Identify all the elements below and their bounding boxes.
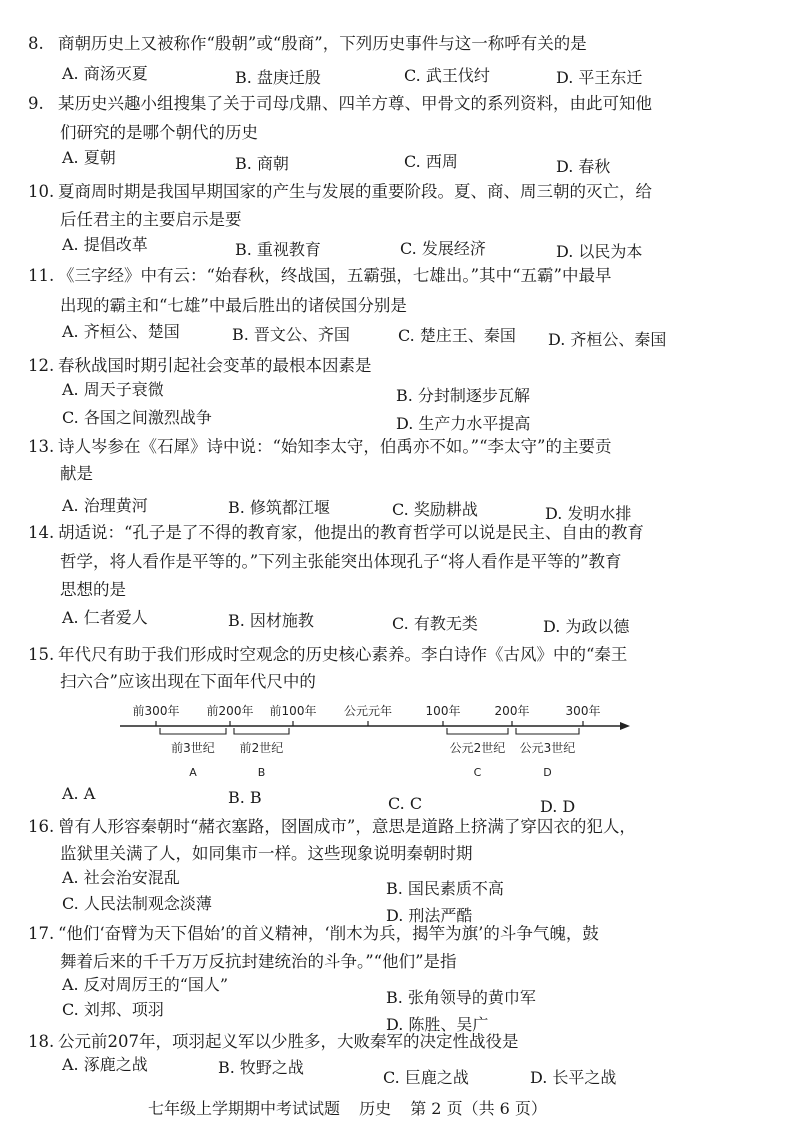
timeline-ruler xyxy=(110,694,640,794)
option-d[interactable]: D. 平王东迁 xyxy=(556,68,643,87)
option-d[interactable]: D. 陈胜、吴广 xyxy=(386,1015,489,1034)
option-b[interactable]: B. 国民素质不高 xyxy=(386,879,504,898)
question-text-continued: 献是 xyxy=(60,464,93,483)
question-text: 公元前207年，项羽起义军以少胜多，大败秦军的决定性战役是 xyxy=(58,1032,519,1051)
question-text: 年代尺有助于我们形成时空观念的历史核心素养。李白诗作《古风》中的“秦王 xyxy=(58,645,628,664)
page-footer xyxy=(148,1096,561,1119)
question-11: 11. 《三字经》中有云：“始春秋，终战国，五霸强，七雄出。”其中“五霸”中最早 xyxy=(28,266,612,285)
option-b[interactable]: B. 分封制逐步瓦解 xyxy=(396,386,530,405)
option-d[interactable]: D. 刑法严酷 xyxy=(386,906,473,925)
question-text: 春秋战国时期引起社会变革的最根本因素是 xyxy=(58,356,372,375)
option-d[interactable]: D. 生产力水平提高 xyxy=(396,414,531,433)
question-text-continued: 思想的是 xyxy=(60,580,126,599)
option-b[interactable]: B. 因材施教 xyxy=(228,611,314,630)
question-14: 14. 胡适说：“孔子是了不得的教育家，他提出的教育哲学可以说是民主、自由的教育 xyxy=(28,523,644,542)
question-text-continued: 出现的霸主和“七雄”中最后胜出的诸侯国分别是 xyxy=(60,296,407,315)
question-text: 商朝历史上又被称作“殷朝”或“殷商”，下列历史事件与这一称呼有关的是 xyxy=(58,34,587,53)
option-b[interactable]: B. 重视教育 xyxy=(235,240,321,259)
option-a[interactable]: A. 仁者爱人 xyxy=(62,608,148,627)
timeline-tick-label: 前100年 xyxy=(269,704,317,718)
question-text-continued: 监狱里关满了人，如同集市一样。这些现象说明秦朝时期 xyxy=(60,844,473,863)
option-d[interactable]: D. 发明水排 xyxy=(545,504,632,523)
exam-title: 七年级上学期期中考试试题 xyxy=(148,1099,341,1118)
option-a[interactable]: A. 夏朝 xyxy=(62,148,116,167)
question-text-continued: 后任君主的主要启示是要 xyxy=(60,210,242,229)
option-c[interactable]: C. 发展经济 xyxy=(400,239,486,258)
option-a[interactable]: A. 社会治安混乱 xyxy=(62,868,180,887)
question-text: 某历史兴趣小组搜集了关于司母戊鼎、四羊方尊、甲骨文的系列资料，由此可知他 xyxy=(58,94,652,113)
timeline-tick-label: 前300年 xyxy=(132,704,180,718)
question-text: “他们‘奋臂为天下倡始’的首义精神，‘削木为兵，揭竿为旗’的斗争气魄，鼓 xyxy=(58,924,599,943)
option-c[interactable]: C. C xyxy=(388,794,423,813)
option-b[interactable]: B. 商朝 xyxy=(235,154,289,173)
option-a[interactable]: A. 治理黄河 xyxy=(62,496,148,515)
question-13: 13. 诗人岑参在《石犀》诗中说：“始知李太守，伯禹亦不如。”“李太守”的主要贡 xyxy=(28,437,612,456)
option-b[interactable]: B. 晋文公、齐国 xyxy=(232,325,350,344)
question-text-continued: 舞着后来的千千万万反抗封建统治的斗争。”“他们”是指 xyxy=(60,952,457,971)
option-a[interactable]: A. 提倡改革 xyxy=(62,235,148,254)
subject-label: 历史 xyxy=(359,1099,392,1118)
timeline-tick-label: 前200年 xyxy=(206,704,254,718)
option-c[interactable]: C. 楚庄王、秦国 xyxy=(398,326,516,345)
option-b[interactable]: B. 修筑都江堰 xyxy=(228,498,330,517)
timeline-segment-letter: D xyxy=(543,766,552,779)
question-17: 17. “他们‘奋臂为天下倡始’的首义精神，‘削木为兵，揭竿为旗’的斗争气魄，鼓 xyxy=(28,924,599,943)
option-d[interactable]: D. D xyxy=(540,797,576,816)
option-c[interactable]: C. 西周 xyxy=(404,152,458,171)
question-text-continued: 们研究的是哪个朝代的历史 xyxy=(60,123,258,142)
timeline-segment-label: 前3世纪 xyxy=(171,741,215,755)
question-text: 夏商周时期是我国早期国家的产生与发展的重要阶段。夏、商、周三朝的灭亡，给 xyxy=(58,182,652,201)
timeline-tick-label: 公元元年 xyxy=(343,704,393,718)
question-text: 诗人岑参在《石犀》诗中说：“始知李太守，伯禹亦不如。”“李太守”的主要贡 xyxy=(58,437,612,456)
question-text: 曾有人形容秦朝时“赭衣塞路，囹圄成市”，意思是道路上挤满了穿囚衣的犯人， xyxy=(58,817,636,836)
question-16: 16. 曾有人形容秦朝时“赭衣塞路，囹圄成市”，意思是道路上挤满了穿囚衣的犯人， xyxy=(28,817,636,836)
option-a[interactable]: A. 涿鹿之战 xyxy=(62,1055,148,1074)
option-a[interactable]: A. 周天子衰微 xyxy=(62,380,164,399)
question-text-continued: 哲学，将人看作是平等的。”下列主张能突出体现孔子“将人看作是平等的”教育 xyxy=(60,552,622,571)
timeline-segment-bracket xyxy=(160,728,226,734)
timeline-segment-label: 公元3世纪 xyxy=(519,741,576,755)
timeline-segment-bracket xyxy=(447,728,508,734)
option-d[interactable]: D. 春秋 xyxy=(556,157,611,176)
timeline-tick-label: 100年 xyxy=(425,704,461,718)
option-b[interactable]: B. B xyxy=(228,788,262,807)
option-d[interactable]: D. 为政以德 xyxy=(543,617,630,636)
option-b[interactable]: B. 盘庚迁殷 xyxy=(235,68,321,87)
timeline-segment-letter: B xyxy=(257,766,266,779)
option-b[interactable]: B. 张角领导的黄巾军 xyxy=(386,988,536,1007)
option-b[interactable]: B. 牧野之战 xyxy=(218,1058,304,1077)
question-10: 10. 夏商周时期是我国早期国家的产生与发展的重要阶段。夏、商、周三朝的灭亡，给 xyxy=(28,182,652,201)
option-d[interactable]: D. 长平之战 xyxy=(530,1068,617,1087)
question-9: 9. 某历史兴趣小组搜集了关于司母戊鼎、四羊方尊、甲骨文的系列资料，由此可知他 xyxy=(28,94,652,113)
option-c[interactable]: C. 巨鹿之战 xyxy=(383,1068,469,1087)
timeline-segment-bracket xyxy=(234,728,289,734)
timeline-tick-label: 300年 xyxy=(565,704,601,718)
question-text: 《三字经》中有云：“始春秋，终战国，五霸强，七雄出。”其中“五霸”中最早 xyxy=(58,266,612,285)
timeline-segment-bracket xyxy=(516,728,579,734)
question-text-continued: 扫六合”应该出现在下面年代尺中的 xyxy=(60,672,316,691)
option-c[interactable]: C. 刘邦、项羽 xyxy=(62,1000,164,1019)
option-c[interactable]: C. 有教无类 xyxy=(392,614,478,633)
timeline-segment-letter: C xyxy=(473,766,482,779)
arrow-right-icon xyxy=(620,722,630,730)
option-a[interactable]: A. 齐桓公、楚国 xyxy=(62,322,180,341)
question-8: 8. 商朝历史上又被称作“殷朝”或“殷商”，下列历史事件与这一称呼有关的是 xyxy=(28,34,587,53)
option-a[interactable]: A. 反对周厉王的“国人” xyxy=(62,975,229,994)
option-a[interactable]: A. 商汤灭夏 xyxy=(62,64,148,83)
timeline-segment-label: 前2世纪 xyxy=(239,741,284,755)
question-12: 12. 春秋战国时期引起社会变革的最根本因素是 xyxy=(28,356,372,375)
timeline-tick-label: 200年 xyxy=(494,704,530,718)
timeline-segment-letter: A xyxy=(189,766,197,779)
option-d[interactable]: D. 齐桓公、秦国 xyxy=(548,330,667,349)
page-number: 第 2 页（共 6 页） xyxy=(410,1099,547,1118)
option-c[interactable]: C. 奖励耕战 xyxy=(392,500,478,519)
option-c[interactable]: C. 各国之间激烈战争 xyxy=(62,408,212,427)
option-c[interactable]: C. 武王伐纣 xyxy=(404,66,490,85)
question-15: 15. 年代尺有助于我们形成时空观念的历史核心素养。李白诗作《古风》中的“秦王 xyxy=(28,645,628,664)
question-text: 胡适说：“孔子是了不得的教育家，他提出的教育哲学可以说是民主、自由的教育 xyxy=(58,523,644,542)
option-a[interactable]: A. A xyxy=(62,784,96,803)
option-d[interactable]: D. 以民为本 xyxy=(556,242,643,261)
timeline-segment-label: 公元2世纪 xyxy=(449,741,506,755)
question-18: 18. 公元前207年，项羽起义军以少胜多，大败秦军的决定性战役是 xyxy=(28,1032,519,1051)
option-c[interactable]: C. 人民法制观念淡薄 xyxy=(62,894,212,913)
